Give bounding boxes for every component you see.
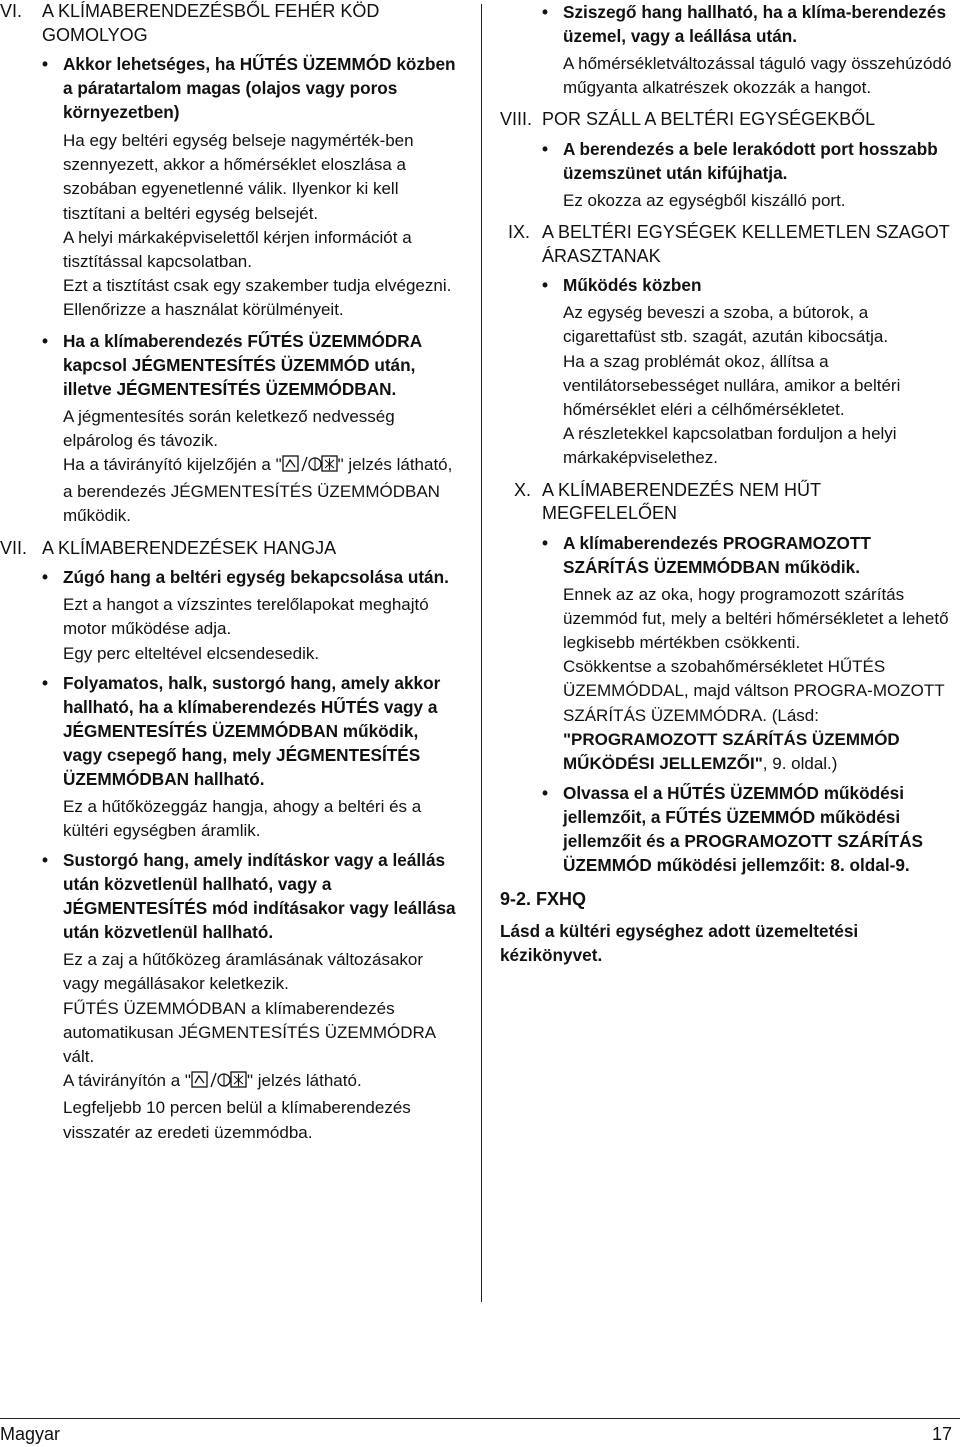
body-text: Ha egy beltéri egység belseje nagymérték-ben szennyezett, akkor a hőmérséklet eloszlása a szobában egyenetlenné válik. Ilyenkor ki kell tisztítani a beltéri egység belsejét.: [63, 131, 414, 223]
body-text: FŰTÉS ÜZEMMÓDBAN a klímaberendezés automatikusan JÉGMENTESÍTÉS ÜZEMMÓDRA vált.: [63, 998, 436, 1066]
text-fragment: Csökkentse a szobahőmérsékletet HŰTÉS ÜZEMMÓDDAL, majd váltson PROGRA-MOZOTT SZÁRÍTÁS ÜZEMMÓDRA. (Lásd:: [563, 657, 945, 725]
body-text: A részletekkel kapcsolatban forduljon a helyi márkaképviselethez.: [563, 424, 897, 468]
body-text: A jégmentesítés során keletkező nedvesség elpárolog és távozik.: [63, 406, 395, 450]
section-number: VI.: [0, 1, 23, 21]
bullet-item: • Akkor lehetséges, ha HŰTÉS ÜZEMMÓD közben a páratartalom magas (olajos vagy poros környezetben): [42, 52, 462, 124]
section-title: A KLÍMABERENDEZÉS NEM HŰT MEGFELELŐEN: [542, 479, 821, 524]
body-text: Ez okozza az egységből kiszálló port.: [563, 190, 846, 210]
section-number: VIII.: [500, 109, 533, 130]
section-title: A KLÍMABERENDEZÉSBŐL FEHÉR KÖD GOMOLYOG: [42, 1, 380, 45]
body-text: Ellenőrizze a használat körülményeit.: [63, 300, 344, 320]
left-column: [0, 0, 462, 1145]
text-fragment: " jelzés látható.: [246, 1071, 362, 1091]
text-fragment: " jelzés látható, a berendezés JÉGMENTESÍTÉS ÜZEMMÓDBAN működik.: [63, 455, 453, 526]
section-viii-heading: [500, 108, 960, 132]
defrost-mode-icon: [282, 455, 338, 480]
bullet-item: • Olvassa el a HŰTÉS ÜZEMMÓD működési jellemzőit, a FŰTÉS ÜZEMMÓD működési jellemzőit és a PROGRAMOZOTT SZÁRÍTÁS ÜZEMMÓD működési jellemzőit: 8. oldal-9.: [542, 781, 960, 877]
section-title: POR SZÁLL A BELTÉRI EGYSÉGEKBŐL: [542, 109, 876, 130]
body-text: A hőmérsékletváltozással táguló vagy összehúzódó műgyanta alkatrészek okozzák a hangot.: [563, 54, 952, 98]
body-text: Ennek az az oka, hogy programozott szárítás üzemmód fut, mely a beltéri hőmérsékletet a lehető legkisebb mértékben csökkenti.: [563, 584, 949, 652]
footer-rule: [0, 1418, 960, 1419]
section-number: X.: [514, 479, 532, 500]
column-divider: [481, 4, 482, 1302]
bullet-item: • Ha a klímaberendezés FŰTÉS ÜZEMMÓDRA kapcsol JÉGMENTESÍTÉS ÜZEMMÓD után, illetve JÉGMENTESÍTÉS ÜZEMMÓDBAN.: [42, 329, 462, 401]
body-text: [63, 1069, 462, 1096]
body-text: [563, 655, 960, 776]
bullet-item: • A berendezés a bele lerakódott port hosszabb üzemszünet után kifújhatja.: [542, 137, 960, 185]
subsection-title: 9-2. FXHQ: [500, 889, 587, 910]
bullet-item: • Zúgó hang a beltéri egység bekapcsolása után.: [42, 565, 462, 589]
section-vii-heading: [0, 537, 462, 561]
text-fragment: , 9. oldal.): [762, 753, 838, 773]
body-text: Ha a szag problémát okoz, állítsa a ventilátorsebességet nullára, amikor a beltéri hőmérséklet eléri a célhőmérsékletet.: [563, 351, 901, 419]
body-text: Az egység beveszi a szoba, a bútorok, a cigarettafüst stb. szagát, azután kibocsátja.: [563, 303, 889, 347]
footer-language: Magyar: [0, 1424, 61, 1444]
right-column: [500, 0, 960, 967]
section-x-heading: [500, 479, 960, 526]
body-text: Egy perc elteltével elcsendesedik.: [63, 643, 320, 663]
page-number: 17: [931, 1424, 952, 1444]
body-text: Ezt a tisztítást csak egy szakember tudja elvégezni.: [63, 276, 452, 296]
subsection-text: Lásd a kültéri egységhez adott üzemeltetési kézikönyvet.: [500, 921, 859, 966]
body-text: Ez a zaj a hűtőközeg áramlásának változásakor vagy megállásakor keletkezik.: [63, 950, 424, 994]
bullet-item: • Folyamatos, halk, sustorgó hang, amely akkor hallható, ha a klímaberendezés HŰTÉS vagy a JÉGMENTESÍTÉS ÜZEMMÓDBAN működik, vagy csepegő hang, mely JÉGMENTESÍTÉS ÜZEMMÓDBAN hallható.: [42, 671, 462, 791]
bullet-item: • A klímaberendezés PROGRAMOZOTT SZÁRÍTÁS ÜZEMMÓDBAN működik.: [542, 531, 960, 579]
text-fragment: Ha a távirányító kijelzőjén a ": [63, 455, 282, 475]
body-text: A helyi márkaképviselettől kérjen információt a tisztítással kapcsolatban.: [63, 227, 412, 272]
section-title: A KLÍMABERENDEZÉSEK HANGJA: [42, 537, 337, 558]
section-vi-heading: [0, 0, 462, 47]
defrost-mode-icon: [191, 1071, 247, 1096]
section-number: VII.: [0, 537, 28, 558]
body-text: Ez a hűtőközeggáz hangja, ahogy a beltéri és a kültéri egységben áramlik.: [63, 796, 422, 840]
text-fragment: A távirányítón a ": [63, 1071, 191, 1091]
bullet-item: • Működés közben: [542, 273, 960, 297]
body-text: [63, 453, 462, 529]
section-ix-heading: [500, 221, 960, 268]
section-number: IX.: [508, 222, 531, 243]
body-text: Legfeljebb 10 percen belül a klímaberendezés visszatér az eredeti üzemmódba.: [63, 1098, 411, 1142]
bullet-item: • Sustorgó hang, amely indításkor vagy a leállás után közvetlenül hallható, vagy a JÉGMENTESÍTÉS mód indításakor vagy leállása után közvetlenül hallható.: [42, 848, 462, 944]
body-text: Ezt a hangot a vízszintes terelőlapokat meghajtó motor működése adja.: [63, 595, 429, 639]
bullet-item: • Sziszegő hang hallható, ha a klíma-berendezés üzemel, vagy a leállása után.: [542, 0, 960, 48]
section-title: A BELTÉRI EGYSÉGEK KELLEMETLEN SZAGOT ÁRASZTANAK: [542, 222, 950, 266]
cross-reference: "PROGRAMOZOTT SZÁRÍTÁS ÜZEMMÓD MŰKÖDÉSI JELLEMZŐI": [563, 729, 900, 773]
